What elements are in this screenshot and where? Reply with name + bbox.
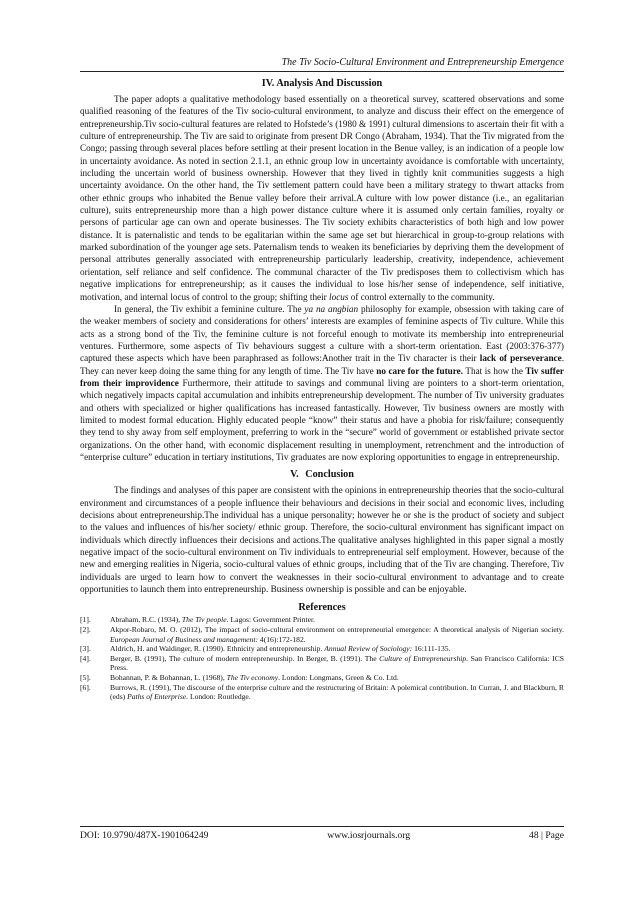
text-run: In general, the Tiv exhibit a feminine culture. The	[114, 303, 305, 314]
reference-item	[80, 654, 564, 673]
text-run: . They can never keep doing the same thing for any length of time. The Tiv have	[80, 353, 565, 376]
footer-doi: DOI: 10.9790/487X-1901064249	[80, 830, 209, 841]
text-run: Furthermore, their attitude to savings and communal living are pointers to a short-term orientation, which negatively impacts capital accumulation and inhibits entrepreneurship development. The number of Tiv university graduates and others with specialized or higher qualifications has increased fantastically. However, Tiv business owners are mostly with limited to modest formal education. Highly educated people “know” their status and have a phobia for risk/failure; consequently they tend to shy away from self employment, preferring to work in the “secure” world of government or established private sector organizations. On the other hand, with economic displacement resulting in unemployment, retrenchment and the introduction of “enterprise culture” education in tertiary institutions, Tiv graduates are now exploring opportunities to engage in entrepreneurship.	[80, 377, 564, 462]
reference-item	[80, 644, 564, 654]
references-heading: References	[298, 602, 346, 614]
paper-page	[80, 56, 564, 702]
section-4-heading: IV. Analysis And Discussion	[261, 78, 383, 89]
reference-text: Abraham, R.C. (1934), The Tiv people. Lagos: Government Printer.	[110, 615, 316, 625]
reference-item	[80, 673, 564, 683]
section-4-paragraph-2	[80, 303, 564, 463]
section-5-heading	[80, 469, 564, 480]
italic-term: locus	[329, 291, 349, 302]
text-run: philosophy for example, obsession with taking care of the weaker members of society and considerations for others’ interests are examples of feminine aspects of Tiv culture. While this acts as a strong bond of the Tiv, the feminine culture is not forceful enough to motivate its membership into entrepreneurial ventures. Furthermore, some aspects of Tiv behaviours suggest a culture with a short-term orientation. East (2003:376-377) captured these aspects which have been paraphrased as follows:Another trait in the Tiv character is their	[80, 303, 564, 364]
reference-item	[80, 615, 564, 625]
footer-page-number: 48 | Page	[529, 830, 564, 841]
section-5-paragraph-1: The findings and analyses of this paper are consistent with the opinions in entrepreneurship theories that the socio-cultural environment and circumstances of a people influence their behaviours and decisions in their social and economic lives, including decisions about entrepreneurship.The individual has a unique personality; however he or she is the product of society and subject to the values and influences of his/her society/ ethnic group. Therefore, the socio-cultural environment has significant impact on individuals which directly influences their decisions and actions.The qualitative analyses highlighted in this paper signal a mostly negative impact of the socio-cultural environment on Tiv individuals to entrepreneurial self employment. However, because of the new and emerging realities in Nigeria, socio-cultural values of ethnic groups, including that of the Tiv are changing. Therefore, Tiv individuals are urged to learn how to convert the weaknesses in their socio-cultural environment to advantage and to create opportunities to launch them into entrepreneurship. Business ownership is possible and can be enjoyable.	[80, 485, 564, 595]
reference-number: [5].	[80, 672, 91, 682]
text-run: The paper adopts a qualitative methodology based essentially on a theoretical survey, scattered observations and some qualified reasoning of the features of the Tiv socio-cultural environment, to analyze and discuss their effect on the emergence of entrepreneurship.Tiv socio-cultural features are related to Hofstede’s (1980 & 1991) cultural dimensions to ascertain their fit with a culture of entrepreneurship. The Tiv are said to originate from present DR Congo (Abraham, 1934). That the Tiv migrated from the Congo; passing through several places before settling at their present location in the Benue valley, is an indication of a people low in uncertainty avoidance. As noted in section 2.1.1, an ethnic group low in uncertainty avoidance is comfortable with uncertainty, including the uncertain world of business ownership. However that they lived in tightly knit communities suggests a high uncertainty avoidance. On the other hand, the Tiv settlement pattern could have been a military strategy to thwart attacks from other ethnic groups who inhabited the Benue valley before their arrival.A culture with low power distance (i.e., an egalitarian culture), suits entrepreneurship more than a high power distance culture where it is assumed only certain families, royalty or persons of particular age can own and operate businesses. The Tiv society exhibits characteristics of both high and low power distance. It is paternalistic and tends to be egalitarian within the same age set but hierarchical in group-to-group relations with marked subordination of the younger age sets. Paternalism tends to weaken its beneficiaries by depriving them the development of personal attributes generally associated with entrepreneurship particularly leadership, creativity, independence, achievement orientation, self reliance and self confidence. The communal character of the Tiv predisposes them to collectivism which has negative implications for entrepreneurship; as it causes the individual to lose his/her sense of independence, self initiative, motivation, and internal locus of control to the group; shifting their	[80, 94, 564, 302]
reference-text: Bohannan, P. & Bohannan, L. (1968), The Tiv economy. London: Longmans, Green & Co. Ltd.	[110, 672, 399, 682]
section-4-paragraph-1	[80, 93, 564, 303]
reference-item	[80, 683, 564, 702]
bold-phrase: lack of perseverance	[479, 353, 562, 364]
reference-text: Berger, B. (1991), The culture of modern entrepreneurship. In Berger, B. (1991). The Culture of Entrepreneurship. San Francisco California: ICS Press.	[110, 653, 564, 673]
page-footer	[80, 826, 564, 842]
section-5-number: V.	[290, 469, 299, 481]
reference-number: [2].	[80, 625, 91, 634]
reference-number: [6].	[80, 682, 91, 692]
reference-number: [3].	[80, 644, 91, 654]
reference-text: Akpor-Robaro, M. O. (2012), The impact of socio-cultural environment on entrepreneurial emergence: A theoretical analysis of Nigerian society. European Journal of Business and management: 4(16):172-182.	[110, 625, 564, 644]
reference-item	[80, 625, 564, 644]
text-run: of control externally to the community.	[348, 291, 495, 302]
reference-number: [4].	[80, 653, 91, 663]
bold-phrase: Tiv suffer from their improvidence	[80, 365, 564, 388]
italic-term: ya na angbian	[304, 303, 359, 314]
footer-website-link[interactable]: www.iosrjournals.org	[327, 830, 411, 841]
reference-text: Aldrich, H. and Waldinger, R. (1990). Ethnicity and entrepreneurship. Annual Review of Sociology: 16:111-135.	[110, 644, 451, 654]
references-list	[80, 615, 564, 701]
running-head: The Tiv Socio-Cultural Environment and Entrepreneurship Emergence	[80, 56, 564, 72]
text-run: That is how the	[463, 365, 526, 376]
section-5-title: Conclusion	[305, 469, 354, 481]
reference-number: [1].	[80, 615, 91, 625]
bold-phrase: no care for the future.	[376, 365, 464, 376]
reference-text: Burrows, R. (1991), The discourse of the enterprise culture and the restructuring of Britain: A polemical contribution. In Curran, J. and Blackburn, R (eds) Paths of Enterprise. London: Routledge.	[110, 682, 564, 702]
